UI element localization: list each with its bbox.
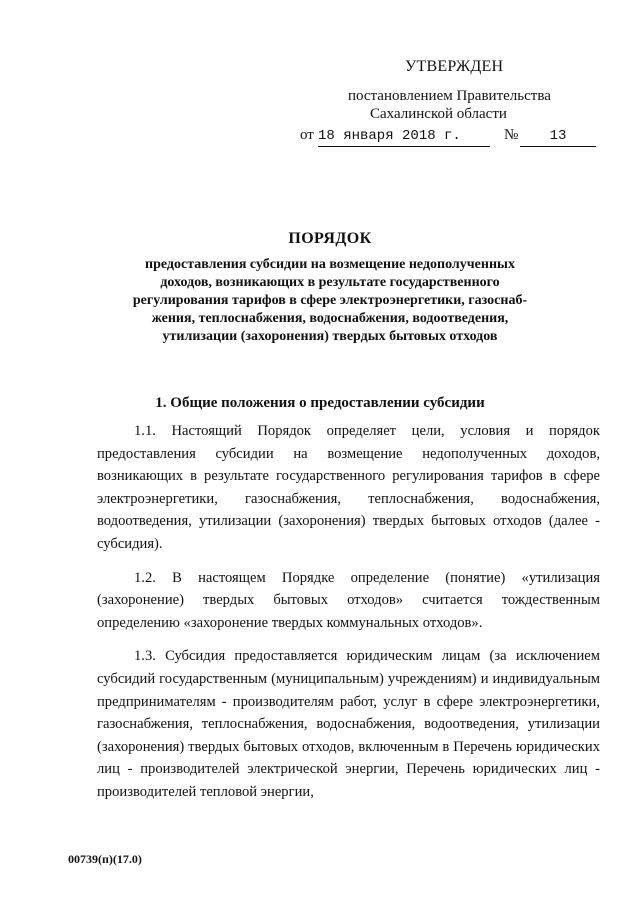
approval-region: Сахалинской области xyxy=(370,106,507,122)
subtitle-line: регулирования тарифов в сфере электроэнергетики, газоснаб- xyxy=(132,293,528,308)
title-block xyxy=(95,230,565,346)
paragraph: 1.1. Настоящий Порядок определяет цели, условия и порядок предоставления субсидии на возмещение недополученных доходов, возникающих в результате государственного регулирования тарифов в сфере электроэнергетики, газоснабжения, теплоснабжения, водоснабжения, водоотведения, утилизации (захоронения) твердых бытовых отходов (далее - субсидия). xyxy=(97,423,600,552)
document-title: ПОРЯДОК xyxy=(288,230,372,247)
paragraph: 1.3. Субсидия предоставляется юридическим лицам (за исключением субсидий государственным (муниципальным) учреждениям) и индивидуальным предпринимателям - производителям работ, услуг в сфере электроэнергетики, газоснабжения, теплоснабжения, водоснабжения, водоотведения, утилизации (захоронения) твердых бытовых отходов, включенным в Перечень юридических лиц - производителей электрической энергии, Перечень юридических лиц - производителей тепловой энергии, xyxy=(97,648,600,800)
number-sign: № xyxy=(504,127,519,143)
approval-authority: постановлением Правительства xyxy=(348,88,551,104)
subtitle-line: утилизации (захоронения) твердых бытовых отходов xyxy=(162,329,498,344)
footer-code: 00739(п)(17.0) xyxy=(68,852,142,866)
approval-stamp-title: УТВЕРЖДЕН xyxy=(405,58,504,75)
section-heading: 1. Общие положения о предоставлении субсидии xyxy=(155,395,485,411)
approval-date: 18 января 2018 г. xyxy=(318,128,490,147)
date-prefix: от xyxy=(300,127,314,143)
subtitle-line: предоставления субсидии на возмещение недополученных xyxy=(145,257,515,272)
paragraph: 1.2. В настоящем Порядке определение (понятие) «утилизация (захоронение) твердых бытовых отходов» считается тождественным определению «захоронение твердых коммунальных отходов». xyxy=(97,569,600,631)
subtitle-line: доходов, возникающих в результате государственного xyxy=(160,275,500,290)
approval-number: 13 xyxy=(520,128,596,147)
document-subtitle xyxy=(95,256,565,346)
approval-date-row xyxy=(300,126,600,148)
subtitle-line: жения, теплоснабжения, водоснабжения, водоотведения, xyxy=(151,311,509,326)
document-body xyxy=(97,420,600,815)
